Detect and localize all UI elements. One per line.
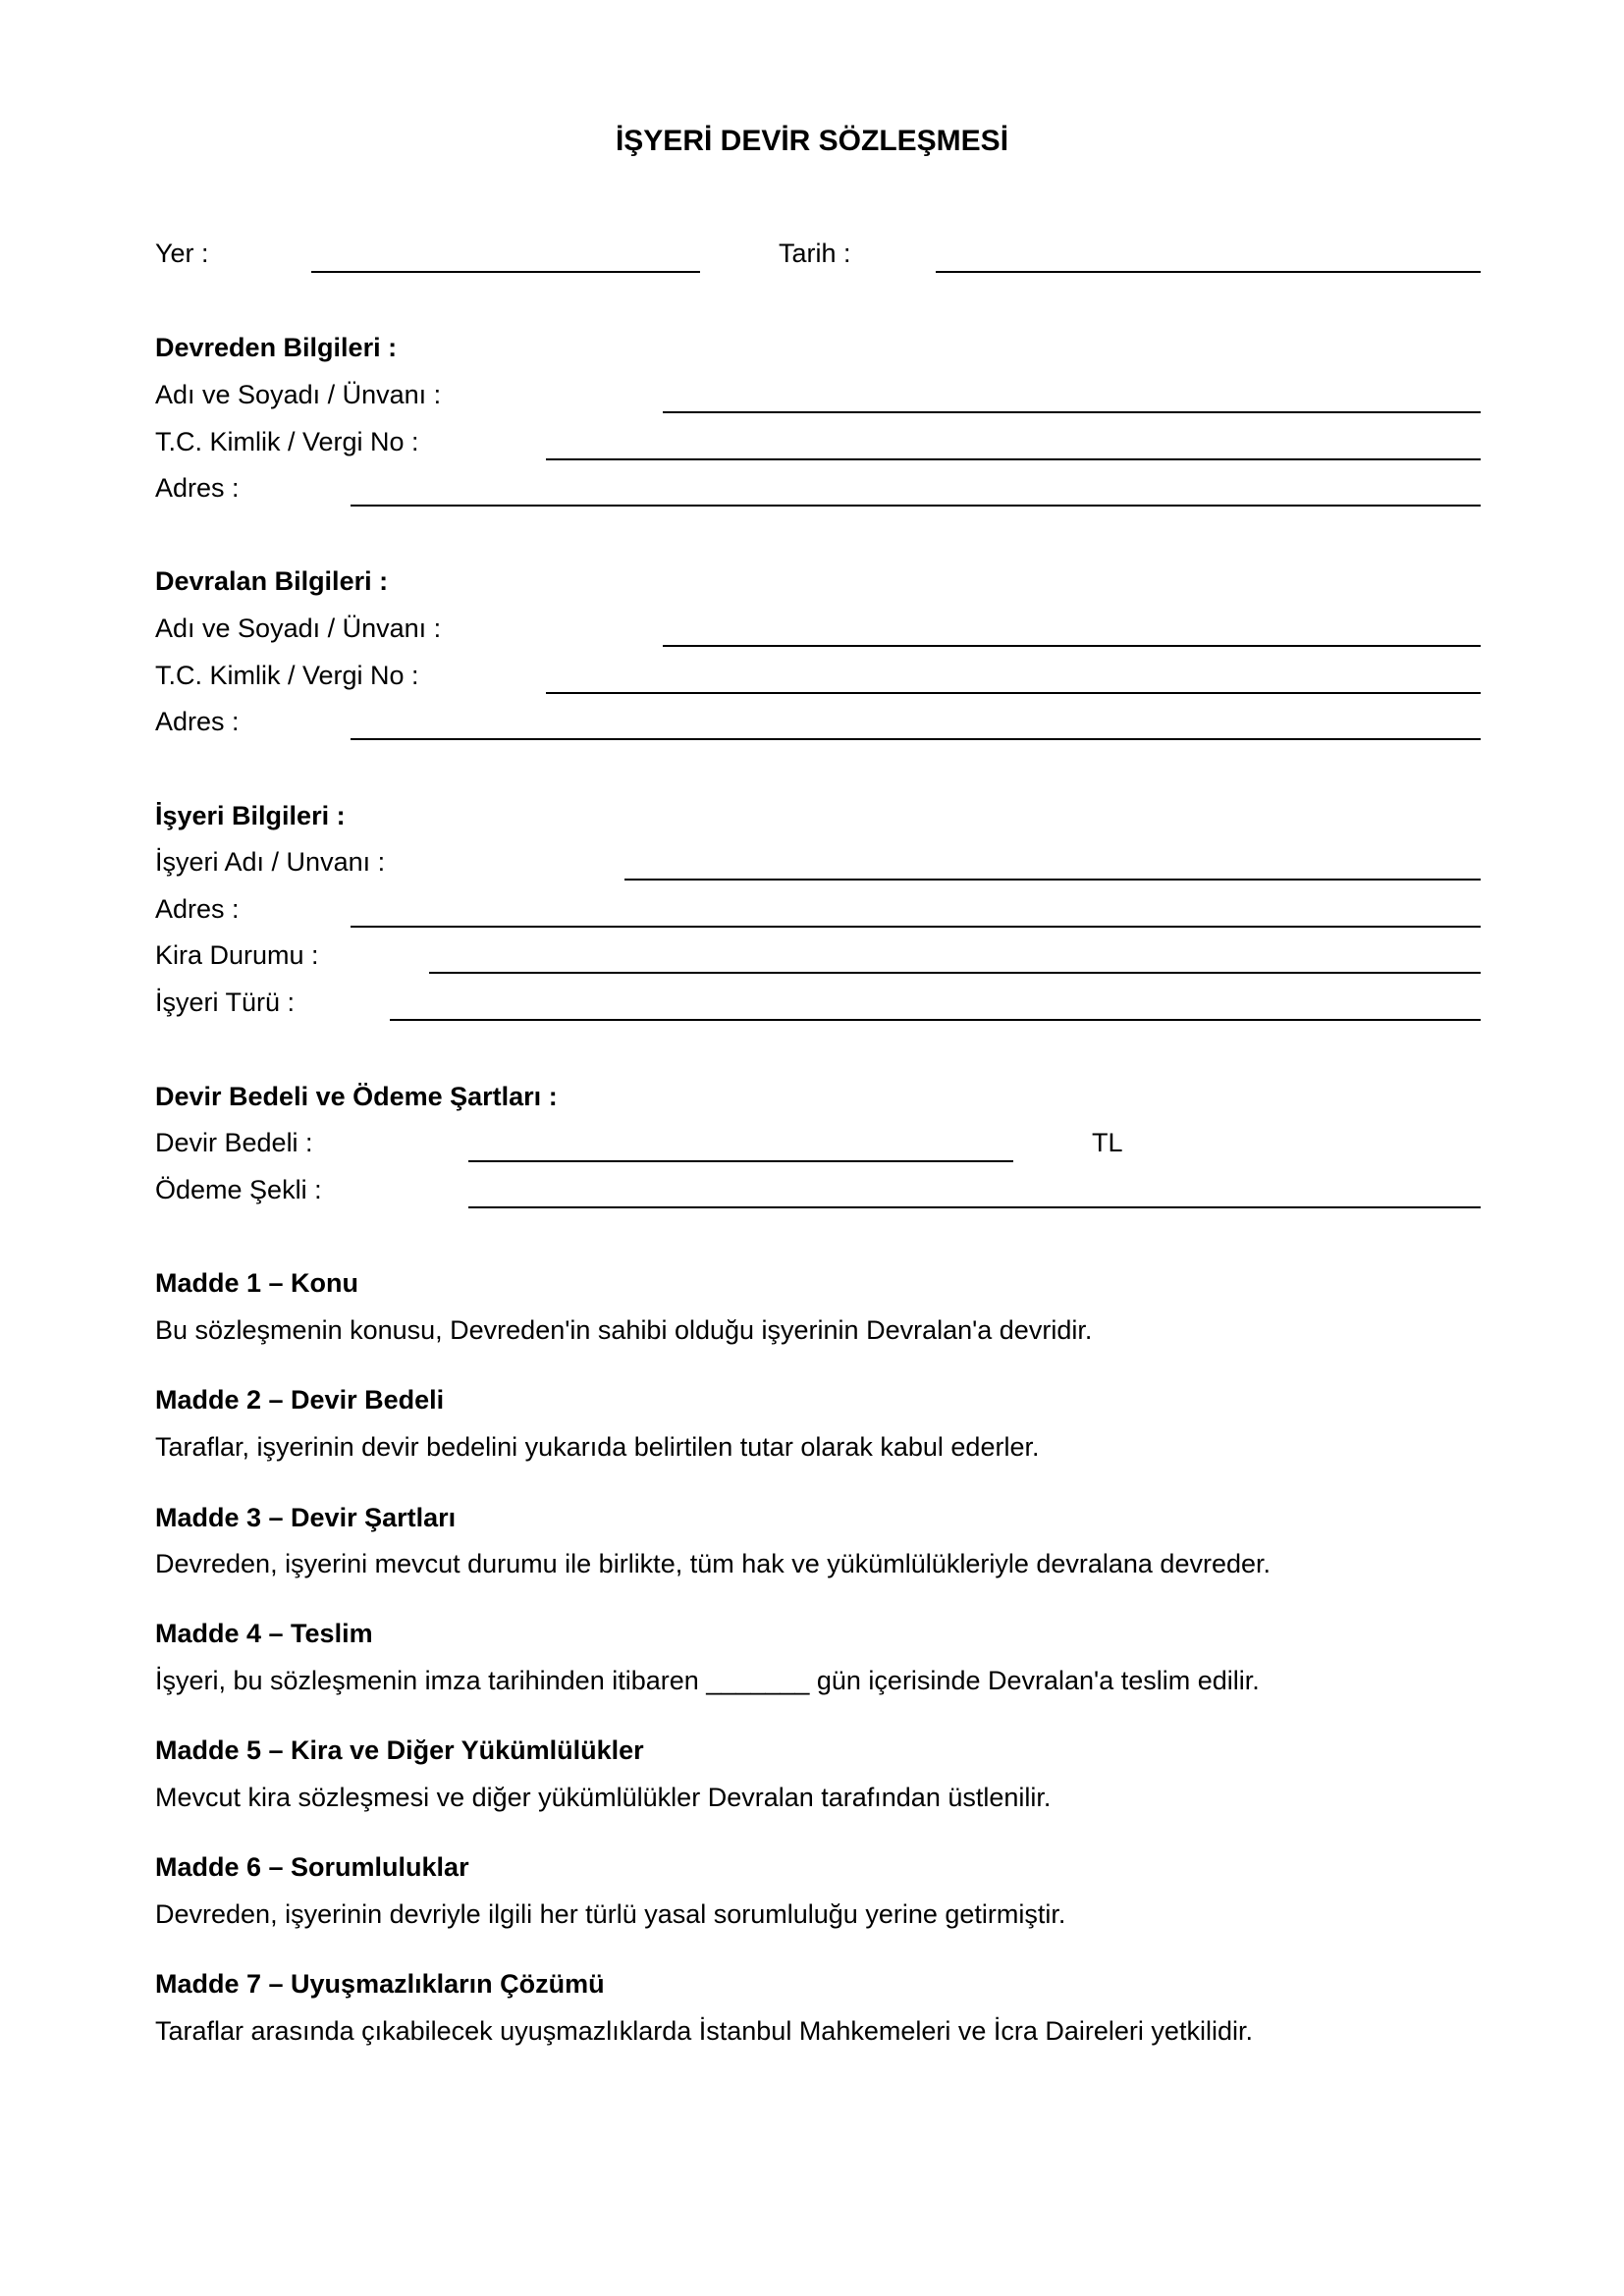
article-text: Taraflar arasında çıkabilecek uyuşmazlıklarda İstanbul Mahkemeleri ve İcra Daireleri yetkilidir.: [155, 2016, 1253, 2046]
workplace-heading: İşyeri Bilgileri :: [155, 801, 346, 830]
transferor-name-field[interactable]: [663, 411, 1481, 413]
transferee-address-field[interactable]: [351, 738, 1481, 740]
workplace-address-field[interactable]: [351, 926, 1481, 928]
transferee-id-label: T.C. Kimlik / Vergi No :: [155, 661, 419, 690]
article-text: Bu sözleşmenin konusu, Devreden'in sahibi olduğu işyerinin Devralan'a devridir.: [155, 1315, 1093, 1345]
currency-label: TL: [1092, 1128, 1123, 1157]
transferor-id-field[interactable]: [546, 458, 1481, 460]
transferee-heading: Devralan Bilgileri :: [155, 566, 389, 596]
article-heading: Madde 7 – Uyuşmazlıkların Çözümü: [155, 1969, 605, 1999]
article-text: Taraflar, işyerinin devir bedelini yukarıda belirtilen tutar olarak kabul ederler.: [155, 1432, 1040, 1462]
workplace-rent-field[interactable]: [429, 972, 1481, 974]
article-text: Devreden, işyerini mevcut durumu ile birlikte, tüm hak ve yükümlülükleriyle devralana devreder.: [155, 1549, 1272, 1578]
workplace-name-field[interactable]: [624, 879, 1481, 881]
workplace-type-label: İşyeri Türü :: [155, 988, 296, 1017]
transferee-name-label: Adı ve Soyadı / Ünvanı :: [155, 614, 442, 643]
article-heading: Madde 4 – Teslim: [155, 1619, 373, 1648]
transferor-name-label: Adı ve Soyadı / Ünvanı :: [155, 380, 442, 409]
article-heading: Madde 1 – Konu: [155, 1268, 359, 1298]
transferor-address-label: Adres :: [155, 473, 240, 503]
workplace-address-label: Adres :: [155, 894, 240, 924]
transferee-id-field[interactable]: [546, 692, 1481, 694]
transferor-address-field[interactable]: [351, 505, 1481, 507]
transferor-heading: Devreden Bilgileri :: [155, 333, 398, 362]
article-text: Devreden, işyerinin devriyle ilgili her türlü yasal sorumluluğu yerine getirmiştir.: [155, 1899, 1066, 1929]
transferee-name-field[interactable]: [663, 645, 1481, 647]
transferor-id-label: T.C. Kimlik / Vergi No :: [155, 427, 419, 456]
article-heading: Madde 6 – Sorumluluklar: [155, 1852, 469, 1882]
payment-method-label: Ödeme Şekli :: [155, 1175, 322, 1204]
workplace-name-label: İşyeri Adı / Unvanı :: [155, 847, 386, 877]
price-label: Devir Bedeli :: [155, 1128, 313, 1157]
transferee-address-label: Adres :: [155, 707, 240, 736]
article-text: Mevcut kira sözleşmesi ve diğer yükümlülükler Devralan tarafından üstlenilir.: [155, 1783, 1052, 1812]
article-text: İşyeri, bu sözleşmenin imza tarihinden itibaren _______ gün içerisinde Devralan'a teslim edilir.: [155, 1666, 1260, 1695]
date-field[interactable]: [936, 271, 1481, 273]
place-label: Yer :: [155, 239, 209, 268]
workplace-type-field[interactable]: [390, 1019, 1481, 1021]
article-heading: Madde 2 – Devir Bedeli: [155, 1385, 445, 1415]
article-heading: Madde 5 – Kira ve Diğer Yükümlülükler: [155, 1735, 644, 1765]
workplace-rent-label: Kira Durumu :: [155, 940, 319, 970]
price-field[interactable]: [468, 1160, 1013, 1162]
place-field[interactable]: [311, 271, 700, 273]
payment-method-field[interactable]: [468, 1206, 1481, 1208]
date-label: Tarih :: [779, 239, 851, 268]
document-title: İŞYERİ DEVİR SÖZLEŞMESİ: [615, 125, 1009, 157]
article-heading: Madde 3 – Devir Şartları: [155, 1503, 457, 1532]
payment-heading: Devir Bedeli ve Ödeme Şartları :: [155, 1082, 558, 1111]
